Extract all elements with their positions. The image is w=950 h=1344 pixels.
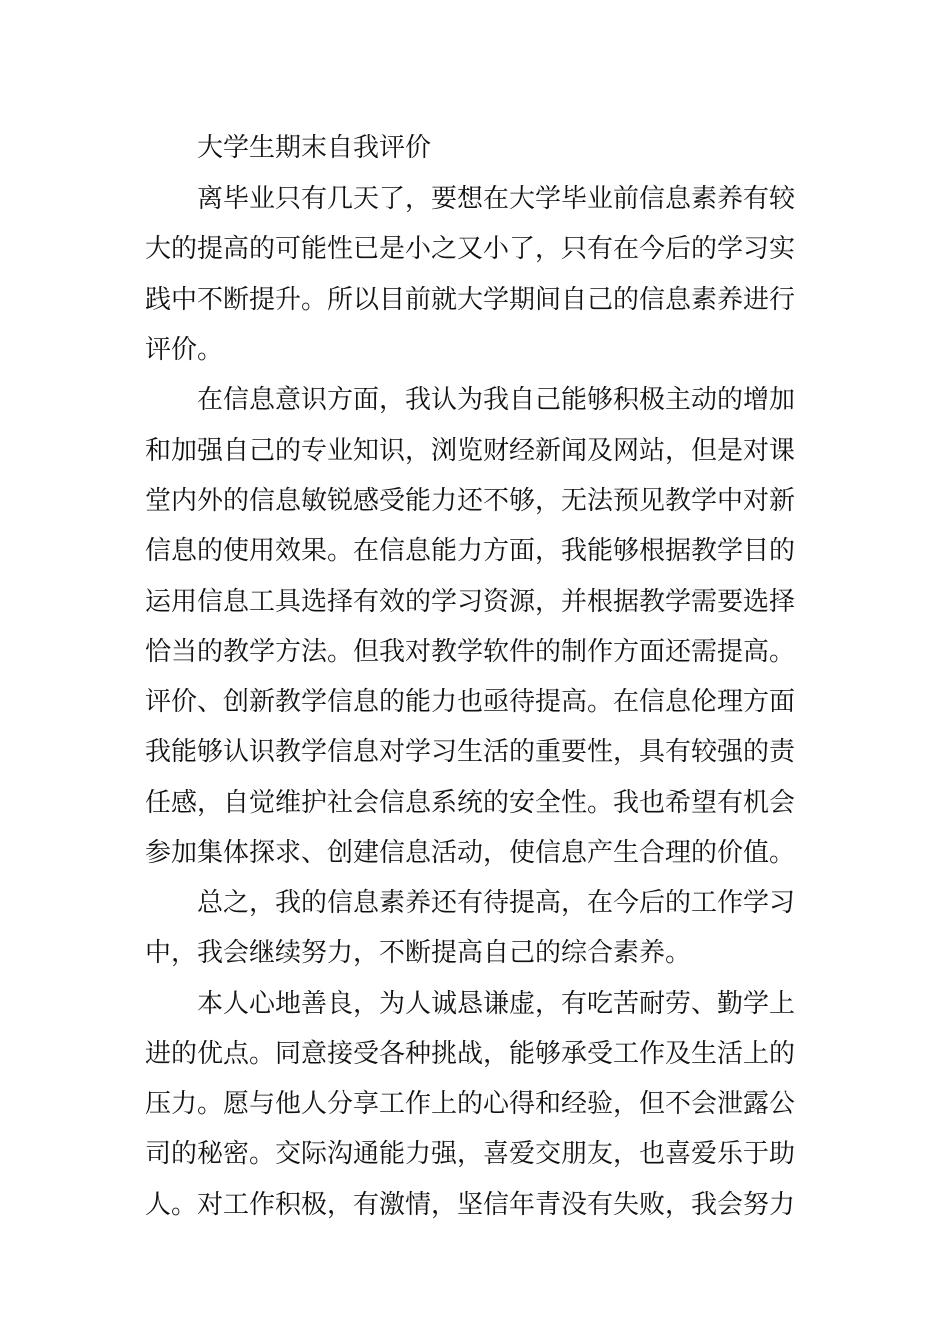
text-line: 评价。 [145, 335, 224, 365]
text-line: 司的秘密。交际沟通能力强，喜爱交朋友，也喜爱乐于助 [145, 1139, 796, 1169]
text-line: 我能够认识教学信息对学习生活的重要性，具有较强的责 [145, 737, 796, 767]
text-line: 中，我会继续努力，不断提高自己的综合素养。 [145, 938, 692, 968]
text-line: 离毕业只有几天了，要想在大学毕业前信息素养有较 [197, 184, 796, 214]
text-line: 运用信息工具选择有效的学习资源，并根据教学需要选择 [145, 587, 796, 617]
text-line: 大的提高的可能性已是小之又小了，只有在今后的学习实 [145, 234, 796, 264]
text-line: 恰当的教学方法。但我对教学软件的制作方面还需提高。 [145, 637, 796, 667]
text-line: 在信息意识方面，我认为我自己能够积极主动的增加 [197, 385, 796, 415]
text-line: 压力。愿与他人分享工作上的心得和经验，但不会泄露公 [145, 1089, 796, 1119]
text-line: 信息的使用效果。在信息能力方面，我能够根据教学目的 [145, 536, 796, 566]
document-title: 大学生期末自我评价 [197, 133, 432, 163]
text-line: 本人心地善良，为人诚恳谦虚，有吃苦耐劳、勤学上 [197, 989, 796, 1019]
text-line: 人。对工作积极，有激情，坚信年青没有失败，我会努力 [145, 1190, 796, 1220]
text-line: 堂内外的信息敏锐感受能力还不够，无法预见教学中对新 [145, 486, 796, 516]
text-line: 和加强自己的专业知识，浏览财经新闻及网站，但是对课 [145, 436, 796, 466]
text-line: 总之，我的信息素养还有待提高，在今后的工作学习 [197, 888, 796, 918]
text-line: 践中不断提升。所以目前就大学期间自己的信息素养进行 [145, 285, 796, 315]
text-line: 任感，自觉维护社会信息系统的安全性。我也希望有机会 [145, 788, 796, 818]
text-line: 进的优点。同意接受各种挑战，能够承受工作及生活上的 [145, 1039, 796, 1069]
text-line: 参加集体探求、创建信息活动，使信息产生合理的价值。 [145, 838, 796, 868]
text-line: 评价、创新教学信息的能力也亟待提高。在信息伦理方面 [145, 687, 796, 717]
